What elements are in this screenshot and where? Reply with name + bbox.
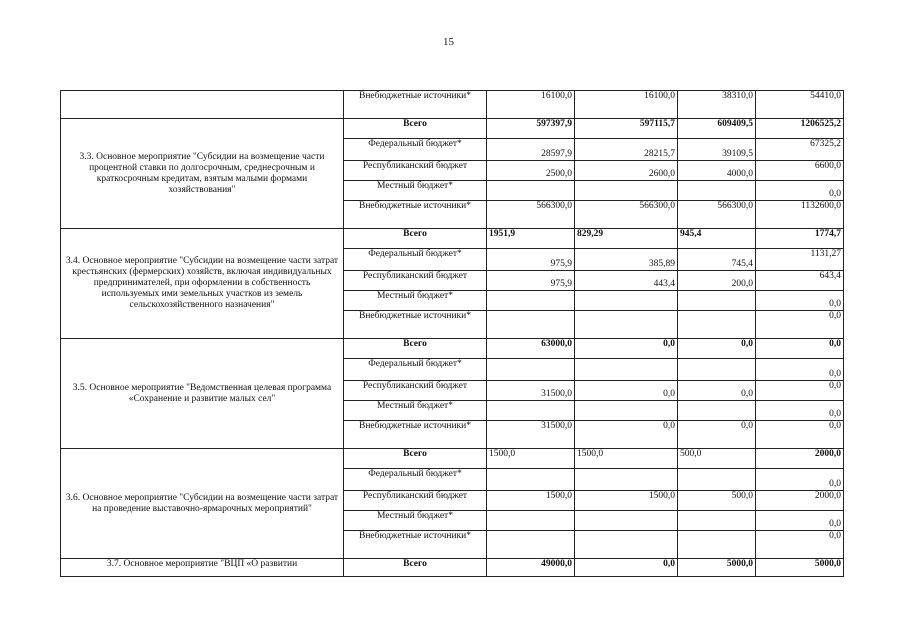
value-cell: 49000,0 (487, 559, 575, 577)
value-cell: 6600,0 (756, 161, 844, 181)
value-cell: 1774,7 (756, 229, 844, 249)
funding-source: Республиканский бюджет (344, 161, 487, 181)
value-cell: 597397,9 (487, 119, 575, 139)
value-cell (487, 531, 575, 559)
value-cell: 0,0 (575, 381, 678, 401)
value-cell: 1206525,2 (756, 119, 844, 139)
funding-source: Федеральный бюджет* (344, 249, 487, 271)
value-cell: 1951,9 (487, 229, 575, 249)
value-cell: 609409,5 (678, 119, 756, 139)
value-cell (678, 291, 756, 311)
funding-source-total: Всего (344, 119, 487, 139)
value-cell (678, 511, 756, 531)
value-cell: 63000,0 (487, 339, 575, 359)
value-cell: 31500,0 (487, 421, 575, 449)
table-row (61, 91, 844, 119)
value-cell: 200,0 (678, 271, 756, 291)
value-cell: 28597,9 (487, 139, 575, 161)
value-cell (575, 531, 678, 559)
value-cell: 0,0 (575, 421, 678, 449)
value-cell: 566300,0 (678, 201, 756, 229)
value-cell: 0,0 (756, 511, 844, 531)
value-cell: 28215,7 (575, 139, 678, 161)
table-row (61, 449, 844, 469)
measure-description (61, 91, 344, 119)
funding-source: Внебюджетные источники* (344, 421, 487, 449)
funding-source: Внебюджетные источники* (344, 531, 487, 559)
value-cell (487, 311, 575, 339)
value-cell: 0,0 (575, 339, 678, 359)
value-cell: 385,89 (575, 249, 678, 271)
value-cell: 4000,0 (678, 161, 756, 181)
funding-source: Местный бюджет* (344, 511, 487, 531)
value-cell: 2500,0 (487, 161, 575, 181)
value-cell (678, 469, 756, 491)
value-cell: 16100,0 (487, 91, 575, 119)
value-cell: 0,0 (756, 421, 844, 449)
measure-description: 3.5. Основное мероприятие "Ведомственная целевая программа «Сохранение и развитие малых сел" (61, 339, 344, 449)
funding-source-total: Всего (344, 229, 487, 249)
value-cell: 0,0 (678, 381, 756, 401)
funding-source-total: Всего (344, 339, 487, 359)
table-row (61, 119, 844, 139)
value-cell (575, 181, 678, 201)
value-cell: 0,0 (756, 291, 844, 311)
value-cell: 2600,0 (575, 161, 678, 181)
value-cell: 0,0 (756, 339, 844, 359)
funding-source: Федеральный бюджет* (344, 469, 487, 491)
value-cell: 566300,0 (487, 201, 575, 229)
value-cell: 5000,0 (756, 559, 844, 577)
funding-source: Федеральный бюджет* (344, 139, 487, 161)
funding-source: Местный бюджет* (344, 181, 487, 201)
value-cell: 500,0 (678, 491, 756, 511)
funding-source-total: Всего (344, 449, 487, 469)
value-cell: 1132600,0 (756, 201, 844, 229)
value-cell: 38310,0 (678, 91, 756, 119)
value-cell: 1131,27 (756, 249, 844, 271)
value-cell: 443,4 (575, 271, 678, 291)
value-cell (575, 469, 678, 491)
value-cell (487, 359, 575, 381)
funding-source: Внебюджетные источники* (344, 91, 487, 119)
value-cell (487, 291, 575, 311)
value-cell (678, 401, 756, 421)
value-cell: 5000,0 (678, 559, 756, 577)
funding-source: Местный бюджет* (344, 401, 487, 421)
funding-table (60, 90, 844, 577)
value-cell (487, 401, 575, 421)
value-cell: 500,0 (678, 449, 756, 469)
value-cell (678, 181, 756, 201)
value-cell (575, 311, 678, 339)
value-cell: 0,0 (756, 381, 844, 401)
measure-description: 3.3. Основное мероприятие "Субсидии на возмещение части процентной ставки по долгосрочным, среднесрочным и краткосрочным кредитам, взятым малыми формами хозяйствования" (61, 119, 344, 229)
value-cell: 643,4 (756, 271, 844, 291)
value-cell: 566300,0 (575, 201, 678, 229)
value-cell: 1500,0 (575, 491, 678, 511)
page-number: 15 (443, 36, 454, 48)
value-cell: 2000,0 (756, 491, 844, 511)
measure-description: 3.6. Основное мероприятие "Субсидии на возмещение части затрат на проведение выставочно-ярмарочных мероприятий" (61, 449, 344, 559)
value-cell: 0,0 (756, 181, 844, 201)
value-cell: 745,4 (678, 249, 756, 271)
measure-description: 3.7. Основное мероприятие "ВЦП «О развитии (61, 559, 344, 577)
value-cell: 16100,0 (575, 91, 678, 119)
value-cell: 829,29 (575, 229, 678, 249)
measure-description: 3.4. Основное мероприятие "Субсидии на возмещение части затрат крестьянских (фермерских) хозяйств, включая индивидуальных предпринимателей, при оформлении в собственность используемых ими земельных участков из земель сельскохозяйственного назначения" (61, 229, 344, 339)
value-cell: 1500,0 (487, 449, 575, 469)
value-cell: 975,9 (487, 271, 575, 291)
table-row (61, 559, 844, 577)
funding-source: Республиканский бюджет (344, 271, 487, 291)
value-cell (487, 511, 575, 531)
funding-source: Местный бюджет* (344, 291, 487, 311)
value-cell (487, 469, 575, 491)
value-cell: 39109,5 (678, 139, 756, 161)
funding-source: Республиканский бюджет (344, 381, 487, 401)
value-cell: 54410,0 (756, 91, 844, 119)
funding-source: Внебюджетные источники* (344, 311, 487, 339)
value-cell: 67325,2 (756, 139, 844, 161)
funding-source: Республиканский бюджет (344, 491, 487, 511)
funding-source: Внебюджетные источники* (344, 201, 487, 229)
value-cell (487, 181, 575, 201)
value-cell: 0,0 (678, 339, 756, 359)
value-cell (575, 401, 678, 421)
value-cell: 975,9 (487, 249, 575, 271)
funding-source: Федеральный бюджет* (344, 359, 487, 381)
value-cell (575, 359, 678, 381)
value-cell (575, 511, 678, 531)
value-cell: 1500,0 (575, 449, 678, 469)
value-cell: 0,0 (678, 421, 756, 449)
value-cell (678, 531, 756, 559)
value-cell: 1500,0 (487, 491, 575, 511)
value-cell (575, 291, 678, 311)
value-cell: 0,0 (756, 469, 844, 491)
value-cell: 0,0 (756, 311, 844, 339)
table-row (61, 229, 844, 249)
funding-source-total: Всего (344, 559, 487, 577)
value-cell: 2000,0 (756, 449, 844, 469)
value-cell: 945,4 (678, 229, 756, 249)
table-row (61, 339, 844, 359)
value-cell (678, 311, 756, 339)
value-cell: 0,0 (756, 401, 844, 421)
value-cell: 0,0 (756, 359, 844, 381)
value-cell: 597115,7 (575, 119, 678, 139)
value-cell (678, 359, 756, 381)
value-cell: 31500,0 (487, 381, 575, 401)
value-cell: 0,0 (575, 559, 678, 577)
value-cell: 0,0 (756, 531, 844, 559)
